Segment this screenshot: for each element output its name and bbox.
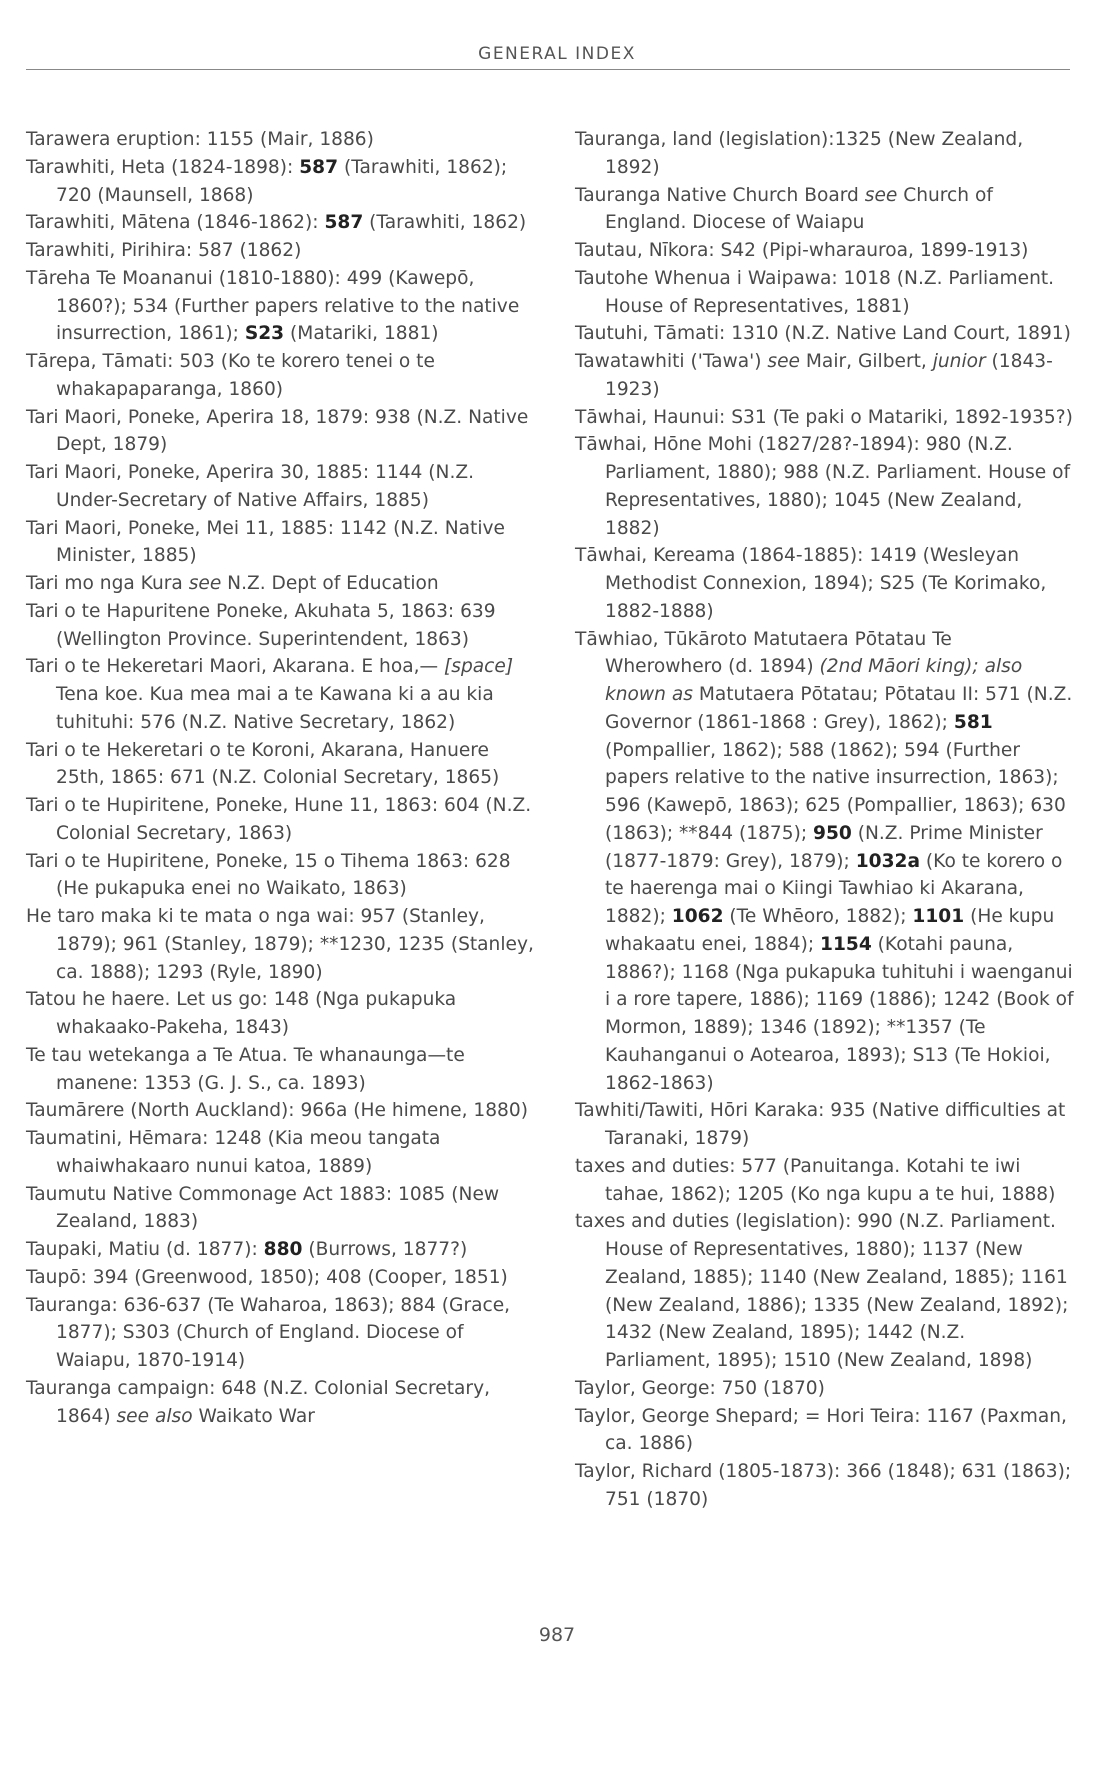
entry-italic-text: [space] [444, 656, 514, 678]
index-entry [575, 182, 1075, 238]
entry-text: Tauranga campaign: 648 (N.Z. Colonial Secretary, 1864) [26, 1377, 490, 1427]
entry-text: Tarawhiti, Mātena (1846-1862): [26, 212, 325, 234]
entry-text: Taumutu Native Commonage Act 1883: 1085 (New Zealand, 1883) [26, 1183, 500, 1233]
page-header: GENERAL INDEX [478, 44, 636, 64]
entry-text: (Tarawhiti, 1862); 720 (Maunsell, 1868) [56, 156, 508, 206]
index-entry [26, 515, 536, 571]
entry-text: Taylor, George: 750 (1870) [575, 1377, 825, 1399]
index-entry [575, 404, 1075, 432]
entry-bold-ref: 950 [813, 822, 852, 844]
entry-text: (He kupu whakaatu enei, 1884); [605, 906, 1055, 955]
entry-bold-ref: 880 [263, 1239, 303, 1260]
entry-text: Tauranga, land (legislation):1325 (New Zealand, 1892) [575, 129, 1024, 178]
index-entry [26, 348, 536, 404]
entry-text: Taumatini, Hēmara: 1248 (Kia meou tangata whaiwhakaaro nunui katoa, 1889) [26, 1128, 441, 1177]
entry-text: Tāwhai, Haunui: S31 (Te paki o Matariki, 1892-1935?) [575, 406, 1073, 428]
entry-text: (Tarawhiti, 1862) [363, 212, 527, 234]
index-entry [26, 986, 536, 1042]
index-entry [26, 1125, 536, 1181]
entry-italic-text: see also [116, 1405, 193, 1427]
index-entry [26, 1236, 536, 1264]
entry-text: (Burrows, 1877?) [302, 1239, 468, 1260]
index-entry [26, 265, 536, 348]
index-entry [575, 431, 1075, 542]
index-entry [26, 570, 536, 598]
entry-text: (1843-1923) [605, 351, 1053, 400]
entry-text: Taupō: 394 (Greenwood, 1850); 408 (Cooper, 1851) [26, 1266, 508, 1288]
entry-text: Tatou he haere. Let us go: 148 (Nga pukapuka whakaako-Pakeha, 1843) [26, 989, 457, 1038]
index-entry [26, 404, 536, 460]
entry-text: Tari o te Hupiritene, Poneke, 15 o Tihema 1863: 628 (He pukapuka enei no Waikato, 1863) [26, 850, 511, 900]
entry-bold-ref: 1154 [820, 933, 872, 955]
entry-text: Tawhiti/Tawiti, Hōri Karaka: 935 (Native difficulties at Taranaki, 1879) [575, 1100, 1066, 1149]
entry-text: Tauranga: 636-637 (Te Waharoa, 1863); 884 (Grace, 1877); S303 (Church of England. Diocese of Waiapu, 1870-1914) [26, 1294, 511, 1371]
entry-text: Tarawhiti, Heta (1824-1898): [26, 156, 300, 178]
index-entry [575, 542, 1075, 625]
index-entry [575, 1403, 1075, 1459]
entry-text: Tari o te Hekeretari o te Koroni, Akarana, Hanuere 25th, 1865: 671 (N.Z. Colonial Secretary, 1865) [26, 739, 500, 789]
index-column-right [575, 126, 1075, 1514]
entry-text: Tarawera eruption: 1155 (Mair, 1886) [26, 129, 374, 150]
entry-bold-ref: 1062 [671, 906, 724, 927]
index-entry [26, 459, 536, 515]
entry-text: Tari Maori, Poneke, Mei 11, 1885: 1142 (N.Z. Native Minister, 1885) [26, 517, 505, 567]
index-entry [26, 1375, 536, 1431]
index-entry [575, 1153, 1075, 1209]
index-entry [575, 348, 1075, 404]
entry-bold-ref: 581 [953, 711, 993, 733]
entry-text: Tāwhai, Hōne Mohi (1827/28?-1894): 980 (N.Z. Parliament, 1880); 988 (N.Z. Parliament. House of Representatives, 1880); 1045 (New Zealand, 1882) [575, 434, 1071, 539]
index-entry [26, 792, 536, 848]
entry-italic-text: junior [932, 351, 986, 372]
entry-text: (Kotahi pauna, 1886?); 1168 (Nga pukapuka tuhituhi i waenganui i a rore tapere, 1886); 1169 (1886); 1242 (Book of Mormon, 1889); 1346 (1892); **1357 (Te Kauhanganui o Aotearoa, 1893); S13 (Te Hokioi, 1862-1863) [605, 933, 1074, 1094]
index-entry [26, 903, 536, 986]
entry-text: (Matariki, 1881) [284, 323, 439, 345]
entry-text: Tāwhiao, Tūkāroto Matutaera Pōtatau Te Wherowhero (d. 1894) [575, 628, 952, 678]
entry-text: Waikato War [192, 1405, 315, 1427]
entry-bold-ref: S23 [244, 323, 285, 345]
entry-text: Tari o te Hupiritene, Poneke, Hune 11, 1863: 604 (N.Z. Colonial Secretary, 1863) [26, 795, 532, 844]
index-entry [575, 1097, 1075, 1153]
index-entry [26, 737, 536, 793]
index-entry [26, 237, 536, 265]
index-entry [26, 653, 536, 736]
entry-text: Taumārere (North Auckland): 966a (He himene, 1880) [26, 1100, 528, 1122]
entry-text: Taylor, Richard (1805-1873): 366 (1848); 631 (1863); 751 (1870) [575, 1461, 1072, 1510]
index-entry [26, 1097, 536, 1125]
index-entry [575, 126, 1075, 182]
entry-text: (N.Z. Prime Minister (1877-1879: Grey), 1879); [605, 822, 1043, 872]
index-entry [575, 237, 1075, 265]
entry-text: Tautuhi, Tāmati: 1310 (N.Z. Native Land Court, 1891) [575, 323, 1071, 345]
entry-italic-text: see [864, 184, 898, 206]
entry-text: Tāreha Te Moananui (1810-1880): 499 (Kawepō, 1860?); 534 (Further papers relative to the native insurrection, 1861); [26, 267, 520, 345]
entry-text: Church of England. Diocese of Waiapu [605, 184, 993, 234]
header-rule [26, 69, 1070, 70]
entry-bold-ref: 587 [299, 156, 339, 178]
entry-text: Mair, Gilbert, [799, 351, 933, 372]
page-number: 987 [538, 1624, 576, 1646]
entry-text: Taylor, George Shepard; = Hori Teira: 1167 (Paxman, ca. 1886) [575, 1405, 1067, 1455]
entry-text: taxes and duties (legislation): 990 (N.Z. Parliament. House of Representatives, 1880); 1137 (New Zealand, 1885); 1140 (New Zealand, 1885); 1161 (New Zealand, 1886); 1335 (New Zealand, 1892); 1432 (New Zealand, 1895); 1442 (N.Z. Parliament, 1895); 1510 (New Zealand, 1898) [575, 1211, 1069, 1371]
entry-italic-text: see [767, 351, 800, 372]
index-entry [575, 320, 1075, 348]
entry-text: He taro maka ki te mata o nga wai: 957 (Stanley, 1879); 961 (Stanley, 1879); **1230, 1235 (Stanley, ca. 1888); 1293 (Ryle, 1890) [26, 906, 534, 983]
index-entry [26, 1042, 536, 1098]
entry-text: Tari Maori, Poneke, Aperira 18, 1879: 938 (N.Z. Native Dept, 1879) [26, 406, 529, 456]
index-entry [26, 598, 536, 654]
entry-text: Tārepa, Tāmati: 503 (Ko te korero tenei o te whakapaparanga, 1860) [26, 351, 435, 400]
entry-text: (Te Whēoro, 1882); [723, 906, 913, 927]
index-entry [26, 154, 536, 210]
entry-text: (Ko te korero o te haerenga mai o Kiingi Tawhiao ki Akarana, 1882); [605, 850, 1063, 927]
entry-bold-ref: 587 [324, 212, 364, 234]
entry-text: Tautohe Whenua i Waipawa: 1018 (N.Z. Parliament. House of Representatives, 1881) [575, 267, 1055, 317]
entry-text: Tari mo nga Kura [26, 573, 189, 594]
entry-text: Tāwhai, Kereama (1864-1885): 1419 (Wesleyan Methodist Connexion, 1894); S25 (Te Korimako, 1882-1888) [575, 545, 1047, 622]
entry-text: (Pompallier, 1862); 588 (1862); 594 (Further papers relative to the native insurrection, 1863); 596 (Kawepō, 1863); 625 (Pompallier, 1863); 630 (1863); **844 (1875); [605, 739, 1066, 844]
entry-text: Te tau wetekanga a Te Atua. Te whanaunga—te manene: 1353 (G. J. S., ca. 1893) [26, 1044, 465, 1094]
entry-text: Tauranga Native Church Board [575, 184, 865, 206]
entry-text: Tari o te Hapuritene Poneke, Akuhata 5, 1863: 639 (Wellington Province. Superintendent, 1863) [26, 600, 496, 650]
index-entry [575, 265, 1075, 321]
index-entry [26, 1264, 536, 1292]
entry-text: Tautau, Nīkora: S42 (Pipi-wharauroa, 1899-1913) [575, 240, 1029, 261]
entry-text: taxes and duties: 577 (Panuitanga. Kotahi te iwi tahae, 1862); 1205 (Ko nga kupu a te hui, 1888) [575, 1155, 1056, 1205]
index-entry [26, 848, 536, 904]
entry-text: Tari Maori, Poneke, Aperira 30, 1885: 1144 (N.Z. Under-Secretary of Native Affairs, 1885) [26, 462, 475, 511]
index-entry [26, 126, 536, 154]
entry-bold-ref: 1032a [855, 850, 921, 872]
entry-text: N.Z. Dept of Education [221, 573, 439, 594]
index-entry [26, 1181, 536, 1237]
entry-text: Tarawhiti, Pirihira: 587 (1862) [26, 240, 302, 261]
entry-italic-text: see [188, 573, 222, 594]
entry-text: Tena koe. Kua mea mai a te Kawana ki a au kia tuhituhi: 576 (N.Z. Native Secretary, 1862) [56, 684, 494, 733]
entry-italic-text: (2nd Māori king); also known as [605, 656, 1023, 705]
index-entry [575, 626, 1075, 1098]
entry-text: Taupaki, Matiu (d. 1877): [26, 1239, 264, 1260]
index-entry [26, 1292, 536, 1375]
entry-bold-ref: 1101 [912, 906, 965, 927]
index-column-left [26, 126, 536, 1430]
index-entry [575, 1458, 1075, 1514]
index-entry [26, 209, 536, 237]
entry-text: Tari o te Hekeretari Maori, Akarana. E hoa,— [26, 656, 445, 678]
entry-text: Tawatawhiti ('Tawa') [575, 351, 768, 372]
entry-text: Matutaera Pōtatau; Pōtatau II: 571 (N.Z. Governor (1861-1868 : Grey), 1862); [605, 684, 1073, 733]
index-entry [575, 1375, 1075, 1403]
index-entry [575, 1208, 1075, 1375]
